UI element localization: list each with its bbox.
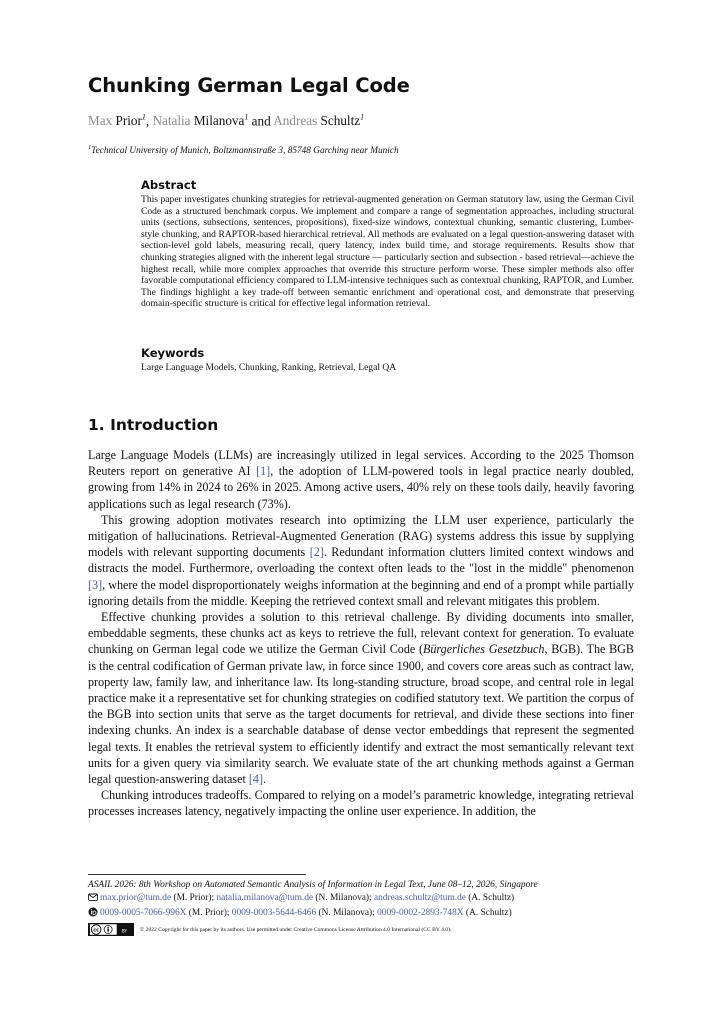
author: Andreas Schultz$^1$ <box>273 113 365 129</box>
keywords <box>141 346 634 373</box>
paragraph: Large Language Models (LLMs) are increasingly utilized in legal services. According to the 2025 Thomson Reuters report on generative AI [1], the adoption of LLM-powered tools in legal practice nearly doubled, growing from 14% in 2024 to 26% in 2025. Among active users, 40% rely on these tools daily, heavily favoring applications such as legal research (73%). <box>88 448 634 511</box>
abstract <box>141 178 634 310</box>
orcid-line: 0009-0005-7066-996X (M. Prior); 0009-0003-5644-6466 (N. Milanova); 0009-0002-2893-748X (A. Schultz) <box>88 907 648 922</box>
author-list: Max Prior$^1$, Natalia Milanova$^1$ and Andreas Schultz$^1$ <box>88 113 365 129</box>
citation-link[interactable]: [2] <box>309 545 324 560</box>
introduction-body <box>88 447 634 820</box>
footnote-divider <box>88 874 306 875</box>
email-link[interactable]: max.prior@tum.de <box>100 893 172 903</box>
license-row <box>88 923 648 936</box>
paragraph: Effective chunking provides a solution to this retrieval challenge. By dividing documents into smaller, embeddable segments, these chunks act as keys to retrieve the full, relevant context for generation. To evaluate chunking on German legal code we utilize the German Civil Code (Bürgerliches Gesetzbuch, BGB). The BGB is the central codification of German private law, in force since 1900, and covers core areas such as contract law, property law, family law, and inheritance law. Its long-standing structure, broad scope, and central role in legal practice make it a representative set for chunking strategies on codified statutory text. We partition the corpus of the BGB into section units that serve as the target documents for retrieval, and divide these sections into finer indexing chunks. An index is a searchable database of dense vector embeddings that represent the segmented legal texts. It enables the retrieval system to efficiently identify and extract the most semantically relevant text units for a given query via similarity search. We evaluate state of the art chunking methods against a German legal question-answering dataset [4]. <box>88 610 634 787</box>
author: Max Prior$^1$ <box>88 113 146 129</box>
svg-text:cc: cc <box>93 927 100 934</box>
orcid-link[interactable]: 0009-0005-7066-996X <box>100 908 187 918</box>
creative-commons-badge[interactable] <box>88 923 134 936</box>
email-line: max.prior@tum.de (M. Prior); natalia.milanova@tum.de (N. Milanova); andreas.schultz@tum.de (A. Schultz) <box>88 892 648 907</box>
abstract-heading: Abstract <box>141 178 197 192</box>
keywords-text: Large Language Models, Chunking, Ranking, Retrieval, Legal QA <box>141 362 397 373</box>
envelope-icon <box>88 892 98 907</box>
footnotes <box>88 879 648 936</box>
email-link[interactable]: andreas.schultz@tum.de <box>374 893 466 903</box>
venue-note: ASAIL 2026: 8th Workshop on Automated Semantic Analysis of Information in Legal Text, June 08–12, 2026, Singapore <box>88 880 538 890</box>
keywords-heading: Keywords <box>141 346 205 360</box>
citation-link[interactable]: [3] <box>88 577 103 592</box>
abstract-text: This paper investigates chunking strategies for retrieval-augmented generation on German statutory law, using the German Civil Code as a structured benchmark corpus. We implement and compare a range of segmentation approaches, including structural units (sections, subsections, sentences, propositions), fixed-size windows, contextual chunking, semantic clustering, Lumber-style chunking, and RAPTOR-based hierarchical retrieval. All methods are evaluated on a legal question-answering dataset with section-level gold labels, measuring recall, query latency, index build time, and storage requirements. Results show that chunking strategies aligned with the inherent legal structure — particularly section and subsection - based retrieval—achieve the highest recall, while more complex approaches that override this structure perform worse. These simpler methods also offer favorable computational efficiency compared to LLM-intensive techniques such as contextual chunking, RAPTOR, and Lumber. The findings highlight a key trade-off between semantic enrichment and operational cost, and demonstrate that preserving domain-specific structure is critical for effective legal information retrieval. <box>141 194 634 310</box>
section-heading-introduction: 1. Introduction <box>88 416 219 434</box>
license-text: © 2022 Copyright for this paper by its authors. Use permitted under Creative Commons License Attribution 4.0 International (CC BY 4.0). <box>140 926 452 933</box>
author: Natalia Milanova$^1$ <box>152 113 249 129</box>
orcid-link[interactable]: 0009-0002-2893-748X <box>377 908 464 918</box>
citation-link[interactable]: [1] <box>256 464 271 479</box>
orcid-link[interactable]: 0009-0003-5644-6466 <box>231 908 317 918</box>
email-link[interactable]: natalia.milanova@tum.de <box>216 893 314 903</box>
affiliation: $^1$Technical University of Munich, Boltzmannstraße 3, 85748 Garching near Munich <box>88 144 399 157</box>
paper-title: Chunking German Legal Code <box>88 74 410 97</box>
paragraph: Chunking introduces tradeoffs. Compared to relying on a model’s parametric knowledge, integrating retrieval processes increases latency, negatively impacting the online user experience. In addition, the <box>88 788 634 819</box>
svg-text:BY: BY <box>121 929 128 935</box>
citation-link[interactable]: [4] <box>248 772 263 787</box>
orcid-icon <box>88 907 98 922</box>
paragraph: This growing adoption motivates research into optimizing the LLM user experience, particularly the mitigation of hallucinations. Retrieval-Augmented Generation (RAG) systems address this issue by supplying models with relevant supporting documents [2]. Redundant information clutters limited context windows and distracts the model. Furthermore, overloading the context often leads to the "lost in the middle" phenomenon [3], where the model disproportionately weighs information at the beginning and end of a prompt while partially ignoring details from the middle. Keeping the retrieved context small and relevant mitigates this problem. <box>88 512 634 608</box>
